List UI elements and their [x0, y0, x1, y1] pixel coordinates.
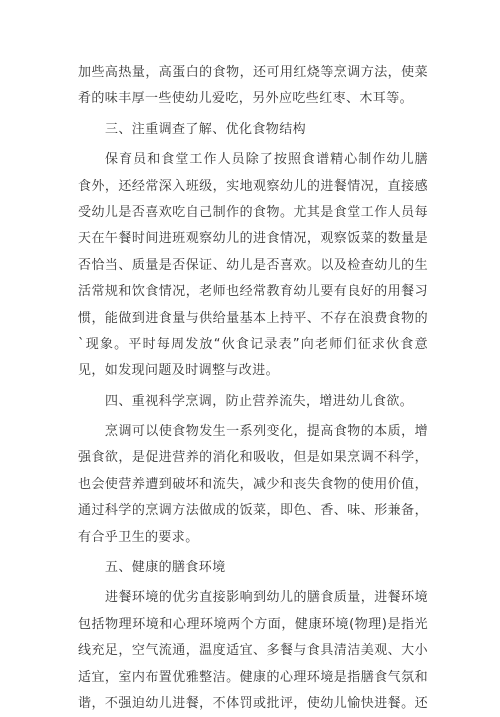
- paragraph: [78, 60, 428, 113]
- text-line: 惯，能做到进食量与供给量基本上持平、不存在浪费食物的: [78, 310, 428, 326]
- section-heading: [78, 555, 428, 581]
- text-line: 保育员和食堂工作人员除了按照食谱精心制作幼儿膳: [105, 152, 428, 168]
- text-line: 活常规和饮食情况，老师也经常教育幼儿要有良好的用餐习: [78, 284, 428, 300]
- heading-text: 四、重视科学烹调，防止营养流失，增进幼儿食欲。: [105, 393, 414, 409]
- text-line: 也会使营养遭到破坏和流失，减少和丧失食物的使用价值，: [78, 476, 428, 492]
- section-heading: [78, 117, 428, 143]
- text-line: 加些高热量，高蛋白的食物，还可用红烧等烹调方法，使菜: [78, 65, 428, 80]
- text-line: 进餐环境的优劣直接影响到幼儿的膳食质量，进餐环境: [105, 590, 428, 606]
- paragraph: [78, 419, 428, 551]
- text-line: 见，如发现问题及时调整与改进。: [78, 363, 280, 379]
- text-line: 有合乎卫生的要求。: [78, 529, 199, 545]
- text-line: 受幼儿是否喜欢吃自己制作的食物。尤其是食堂工作人员每: [78, 204, 428, 220]
- text-line: `现象。平时每周发放“伙食记录表”向老师们征求伙食意: [78, 336, 428, 352]
- text-line: 天在午餐时间进班观察幼儿的进食情况，观察饭菜的数量是: [78, 231, 428, 247]
- text-line: 烹调可以使食物发生一系列变化，提高食物的本质，增: [105, 424, 428, 440]
- document-page: [78, 60, 428, 717]
- heading-text: 三、注重调查了解、优化食物结构: [105, 121, 307, 137]
- section-heading: [78, 389, 428, 415]
- text-line: 适宜，室内布置优雅整洁。健康的心理环境是指膳食气氛和: [78, 669, 428, 685]
- paragraph: [78, 147, 428, 385]
- text-line: 谐，不强迫幼儿进餐，不体罚或批评，使幼儿愉快进餐。还: [78, 695, 428, 711]
- text-line: 否恰当、质量是否保证、幼儿是否喜欢。以及检查幼儿的生: [78, 257, 428, 273]
- text-line: 强食欲，是促进营养的消化和吸收，但是如果烹调不科学，: [78, 450, 428, 466]
- text-line: 食外，还经常深入班级，实地观察幼儿的进餐情况，直接感: [78, 178, 428, 194]
- text-line: 通过科学的烹调方法做成的饭菜，即色、香、味、形兼备，: [78, 503, 428, 519]
- text-line: 包括物理环境和心理环境两个方面，健康环境(物理)是指光: [78, 616, 428, 632]
- paragraph: [78, 585, 428, 717]
- heading-text: 五、健康的膳食环境: [105, 560, 226, 576]
- text-line: 线充足，空气流通，温度适宜、多餐与食具清洁美观、大小: [78, 643, 428, 659]
- text-line: 肴的味丰厚一些使幼儿爱吃，另外应吃些红枣、木耳等。: [78, 91, 414, 107]
